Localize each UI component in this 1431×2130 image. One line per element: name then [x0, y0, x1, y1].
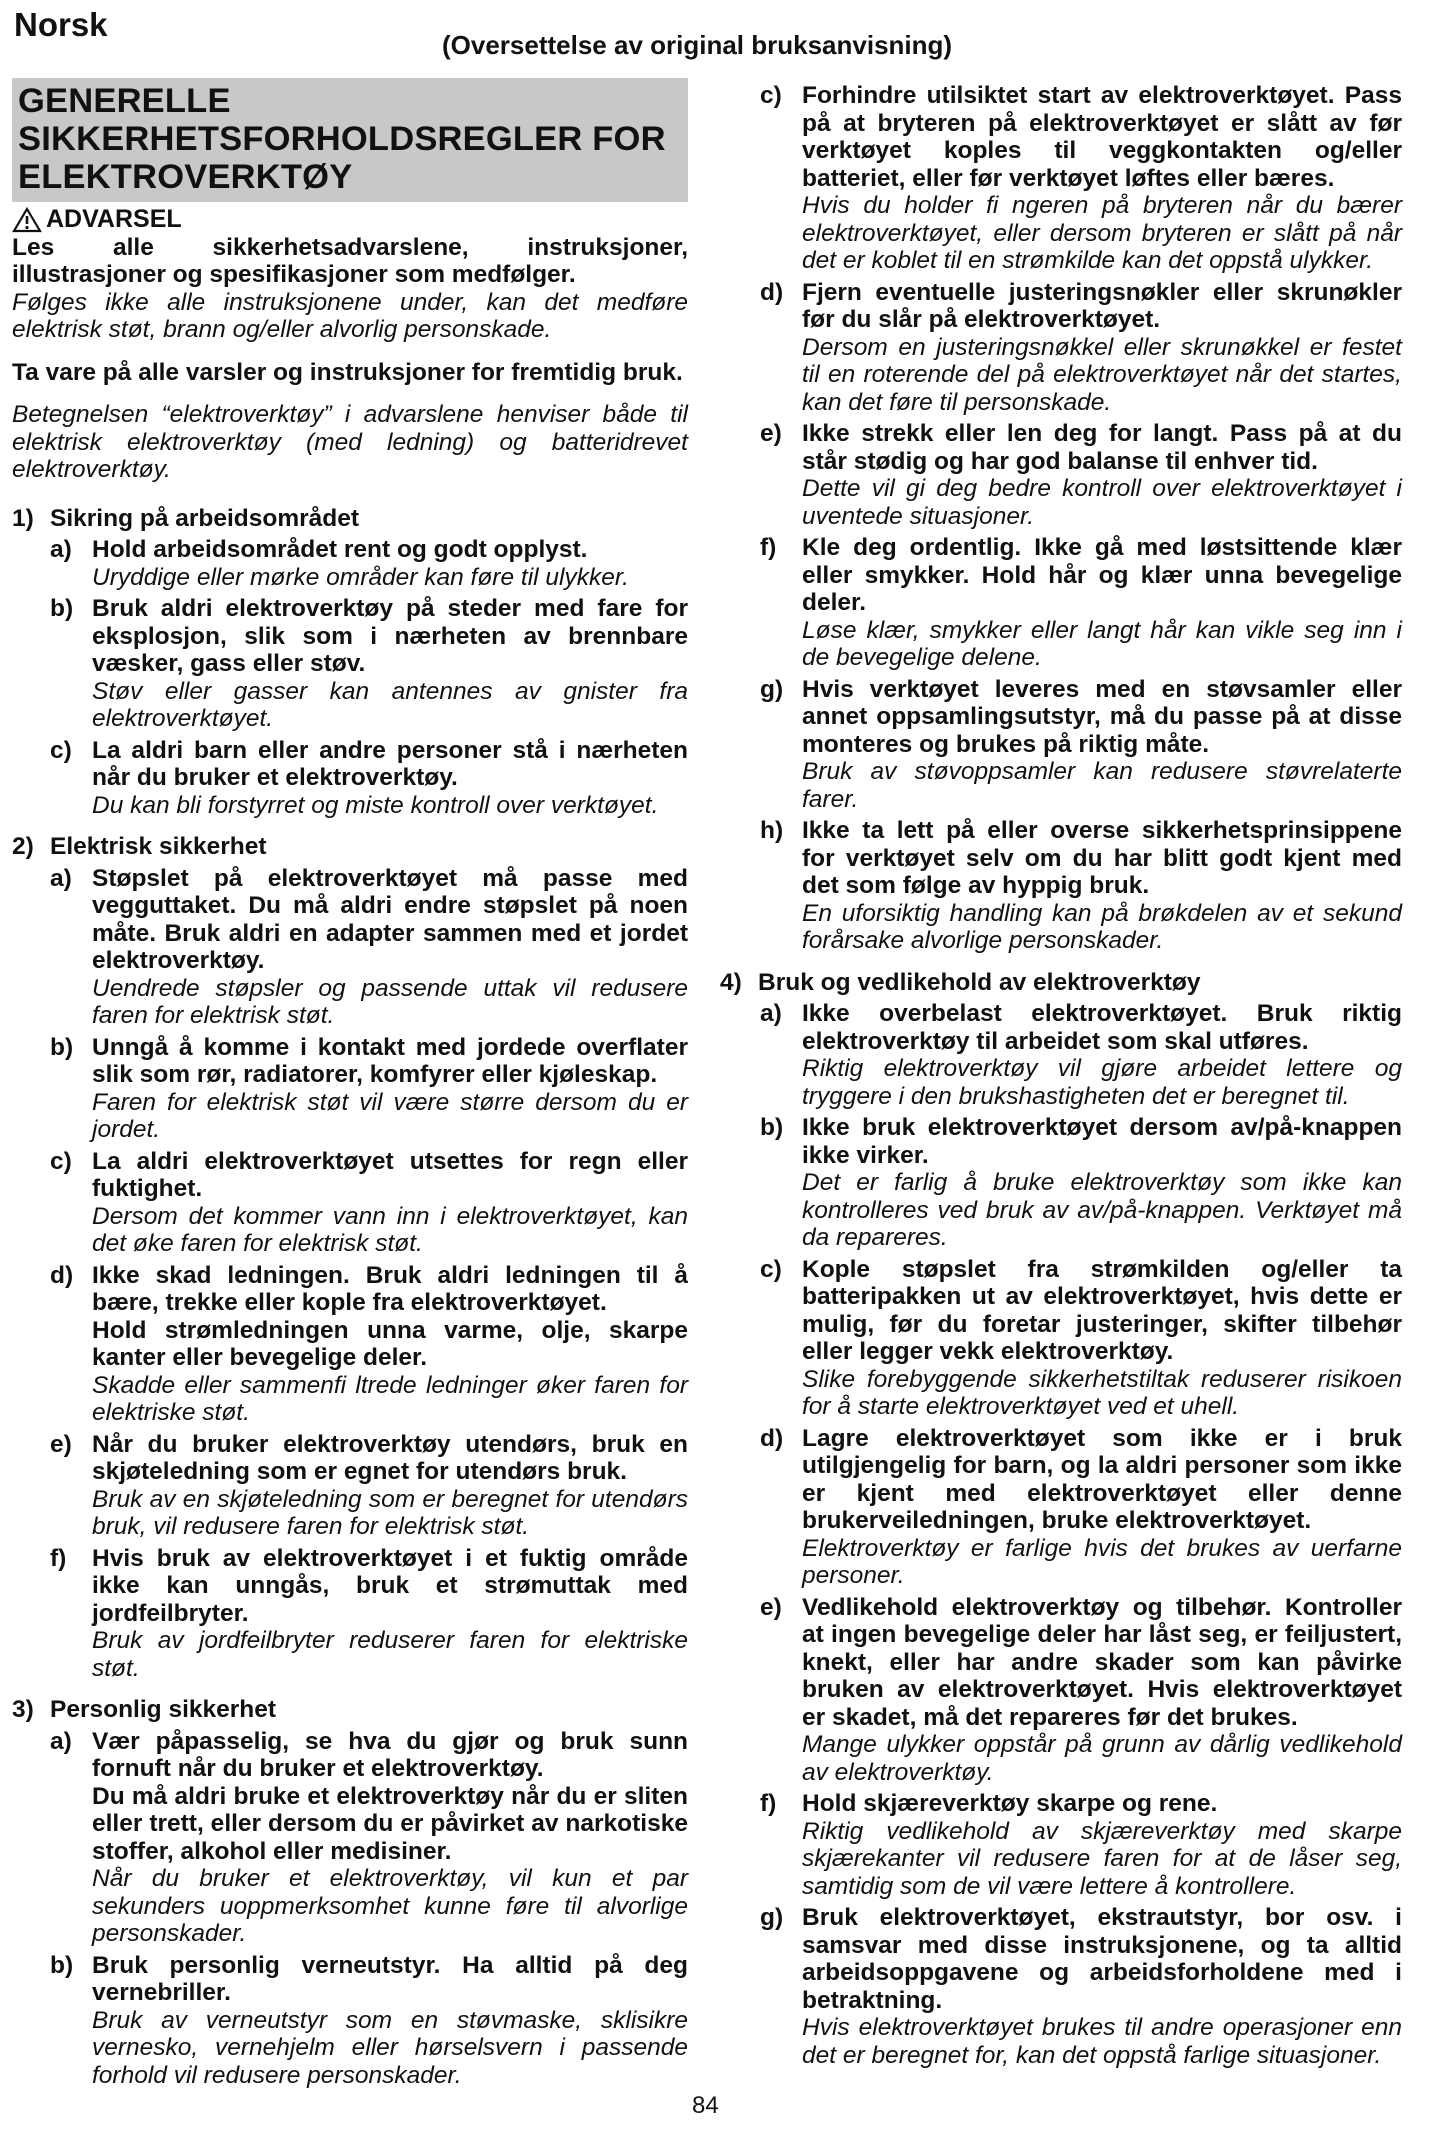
warning-intro: Les alle sikkerhetsadvarslene, instruksjoner, illustrasjoner og spesifikasjoner som medfølger. — [12, 233, 688, 288]
letter: b) — [50, 1033, 74, 1061]
letter: f) — [50, 1544, 67, 1572]
desc: Uryddige eller mørke områder kan føre til ulykker. — [92, 563, 629, 591]
number: 3) — [12, 1696, 34, 1723]
text: Bruk aldri elektroverktøy på steder med fare for eksplosjon, slik som i nærheten av brennbare væsker, gass eller støv. — [92, 595, 688, 677]
desc: Det er farlig å bruke elektroverktøy som ikke kan kontrolleres ved bruk av av/på-knappen. Verktøyet må da repareres. — [802, 1169, 1402, 1251]
letter: f) — [760, 534, 777, 561]
text: Vedlikehold elektroverktøy og tilbehør. Kontroller at ingen bevegelige deler har låst seg, er feiljustert, knekt, eller har andre skader som kan påvirke bruken av elektroverktøyet. Hvis elektroverktøyet er skadet, må det repareres før det brukes. — [802, 1593, 1402, 1731]
list-item — [760, 817, 1402, 900]
letter: a) — [50, 536, 72, 563]
text: Lagre elektroverktøyet som ikke er i bruk utilgjengelig for barn, og la aldri personer som ikke er kjent med elektroverktøyet eller denne brukerveiledningen, bruke elektroverktøyet. — [802, 1424, 1402, 1534]
text: Bruk personlig verneutstyr. Ha alltid på deg vernebriller. — [92, 1951, 688, 2006]
text: Hvis bruk av elektroverktøyet i et fuktig område ikke kan unngås, bruk et strømuttak med jordfeilbryter. — [92, 1544, 688, 1627]
desc: Når du bruker et elektroverktøy, vil kun et par sekunders uoppmerksomhet kunne føre til alvorlige personskader. — [92, 1865, 688, 1947]
desc: Bruk av jordfeilbryter reduserer faren for elektriske støt. — [92, 1627, 688, 1682]
text: Forhindre utilsiktet start av elektroverktøyet. Pass på at bryteren på elektroverktøyet er slått av før verktøyet koples til veggkontakten og/eller batteriet, eller før verktøyet løftes eller bæres. — [802, 82, 1402, 192]
text: Ikke ta lett på eller overse sikkerhetsprinsippene for verktøyet selv om du har blitt godt kjent med det som følge av hyppig bruk. — [802, 817, 1402, 899]
list-item — [760, 1114, 1402, 1169]
section-4-heading — [720, 969, 1402, 997]
list-item — [760, 1594, 1402, 1732]
title: Elektrisk sikkerhet — [50, 833, 267, 860]
list-item — [760, 1425, 1402, 1535]
text: Ikke skad ledningen. Bruk aldri ledningen til å bære, trekke eller kople fra elektroverktøyet. — [92, 1261, 688, 1316]
desc: Riktig vedlikehold av skjæreverktøy med skarpe skjærekanter vil redusere faren for at de låser seg, samtidig som de vil være lettere å kontrollere. — [802, 1817, 1402, 1900]
desc: En uforsiktig handling kan på brøkdelen av et sekund forårsake alvorlige personskader. — [802, 899, 1402, 954]
text: Vær påpasselig, se hva du gjør og bruk sunn fornuft når du bruker et elektroverktøy. — [92, 1727, 688, 1782]
desc: Dersom det kommer vann inn i elektroverktøyet, kan det øke faren for elektrisk støt. — [92, 1202, 688, 1257]
translation-subtitle: (Oversettelse av original bruksanvisning) — [442, 30, 953, 60]
desc: Uendrede støpsler og passende uttak vil redusere faren for elektrisk støt. — [92, 974, 688, 1029]
left-column — [12, 78, 688, 2089]
extra: Hold strømledningen unna varme, olje, skarpe kanter eller bevegelige deler. — [92, 1316, 688, 1371]
list-item — [50, 1034, 688, 1089]
desc: Dette vil gi deg bedre kontroll over elektroverktøyet i uventede situasjoner. — [802, 475, 1402, 530]
warning-label: ADVARSEL — [46, 205, 182, 233]
letter: d) — [760, 278, 784, 306]
letter: c) — [760, 1255, 782, 1283]
warning-triangle-icon — [12, 207, 42, 233]
section-1-items — [12, 536, 688, 819]
letter: e) — [760, 1593, 782, 1621]
section-3-items-left — [12, 1728, 688, 2090]
letter: c) — [50, 736, 72, 764]
text: La aldri barn eller andre personer stå i nærheten når du bruker et elektroverktøy. — [92, 736, 688, 791]
desc: Faren for elektrisk støt vil være større dersom du er jordet. — [92, 1088, 688, 1143]
letter: h) — [760, 817, 784, 844]
letter: f) — [760, 1790, 777, 1817]
desc: Mange ulykker oppstår på grunn av dårlig vedlikehold av elektroverktøy. — [802, 1731, 1402, 1786]
warning-consequence: Følges ikke alle instruksjonene under, kan det medføre elektrisk støt, brann og/eller alvorlig personskade. — [12, 288, 688, 343]
section-3-items-right — [720, 82, 1402, 955]
page-number: 84 — [692, 2092, 719, 2119]
list-item — [50, 1545, 688, 1628]
list-item — [50, 1431, 688, 1486]
list-item — [760, 534, 1402, 617]
right-column — [720, 78, 1402, 2069]
text: Støpslet på elektroverktøyet må passe med vegguttaket. Du må aldri endre støpslet på noen måte. Bruk aldri en adapter sammen med et jordet elektroverktøy. — [92, 864, 688, 974]
title: Bruk og vedlikehold av elektroverktøy — [758, 968, 1201, 996]
letter: e) — [760, 420, 782, 447]
language-label: Norsk — [14, 6, 108, 43]
desc: Hvis du holder fi ngeren på bryteren når du bærer elektroverktøyet, eller dersom bryteren er slått på når det er koblet til en strømkilde kan det oppstå ulykker. — [802, 192, 1402, 274]
text: Hold skjæreverktøy skarpe og rene. — [802, 1790, 1218, 1817]
letter: d) — [50, 1261, 74, 1289]
list-item — [50, 737, 688, 792]
list-item — [760, 82, 1402, 192]
letter: a) — [760, 1000, 782, 1027]
desc: Løse klær, smykker eller langt hår kan vikle seg inn i de bevegelige delene. — [802, 616, 1402, 671]
desc: Slike forebyggende sikkerhetstiltak reduserer risikoen for å starte elektroverktøyet ved et uhell. — [802, 1365, 1402, 1420]
letter: a) — [50, 864, 72, 892]
desc: Riktig elektroverktøy vil gjøre arbeidet lettere og tryggere i den brukshastigheten det er beregnet til. — [802, 1055, 1402, 1110]
main-heading: GENERELLE SIKKERHETSFORHOLDSREGLER FOR ELEKTROVERKTØY — [12, 78, 688, 202]
desc: Skadde eller sammenfi ltrede ledninger øker faren for elektriske støt. — [92, 1371, 688, 1426]
definition-text: Betegnelsen “elektroverktøy” i advarslene henviser både til elektrisk elektroverktøy (med ledning) og batteridrevet elektroverktøy. — [12, 401, 688, 483]
text: Unngå å komme i kontakt med jordede overflater slik som rør, radiatorer, komfyrer eller kjøleskap. — [92, 1033, 688, 1088]
desc: Bruk av verneutstyr som en støvmaske, sklisikre vernesko, vernehjelm eller hørselsvern i passende forhold vil redusere personskader. — [92, 2006, 688, 2089]
list-item — [760, 1790, 1402, 1818]
desc: Bruk av støvoppsamler kan redusere støvrelaterte farer. — [802, 758, 1402, 813]
text: Fjern eventuelle justeringsnøkler eller skrunøkler før du slår på elektroverktøyet. — [802, 278, 1402, 333]
letter: b) — [760, 1114, 784, 1141]
text: Ikke strekk eller len deg for langt. Pass på at du står stødig og har god balanse til enhver tid. — [802, 420, 1402, 475]
section-3-heading — [12, 1696, 688, 1724]
desc: Bruk av en skjøteledning som er beregnet for utendørs bruk, vil redusere faren for elektrisk støt. — [92, 1485, 688, 1540]
section-2-heading — [12, 833, 688, 861]
warning-header — [12, 206, 688, 234]
letter: a) — [50, 1727, 72, 1755]
list-item — [50, 536, 688, 564]
letter: c) — [50, 1147, 72, 1175]
desc: Støv eller gasser kan antennes av gnister fra elektroverktøyet. — [92, 677, 688, 732]
desc: Du kan bli forstyrret og miste kontroll over verktøyet. — [92, 791, 659, 819]
letter: b) — [50, 1951, 74, 1979]
list-item — [760, 1904, 1402, 2014]
section-1-heading — [12, 505, 688, 533]
letter: g) — [760, 1904, 784, 1931]
text: Ikke overbelast elektroverktøyet. Bruk riktig elektroverktøy til arbeidet som skal utføres. — [802, 1000, 1402, 1055]
list-item — [50, 1952, 688, 2007]
list-item — [760, 279, 1402, 334]
list-item — [760, 1256, 1402, 1366]
list-item — [50, 1728, 688, 1783]
list-item — [50, 865, 688, 975]
list-item — [50, 1262, 688, 1317]
text: Kople støpslet fra strømkilden og/eller ta batteripakken ut av elektroverktøyet, hvis dette er mulig, før du foretar justeringer, skifter tilbehør eller legger vekk elektroverktøy. — [802, 1255, 1402, 1365]
section-4-items — [720, 1000, 1402, 2069]
letter: b) — [50, 595, 74, 622]
keep-instructions: Ta vare på alle varsler og instruksjoner for fremtidig bruk. — [12, 358, 683, 386]
list-item — [50, 595, 688, 678]
number: 4) — [720, 968, 742, 996]
extra: Du må aldri bruke et elektroverktøy når du er sliten eller trett, eller dersom du er påvirket av narkotiske stoffer, alkohol eller medisiner. — [92, 1782, 688, 1865]
letter: e) — [50, 1430, 72, 1458]
letter: d) — [760, 1424, 784, 1452]
text: Hold arbeidsområdet rent og godt opplyst. — [92, 536, 588, 563]
text: Hvis verktøyet leveres med en støvsamler eller annet oppsamlingsutstyr, må du passe på at disse monteres og brukes på riktig måte. — [802, 675, 1402, 758]
list-item — [760, 676, 1402, 759]
title: Sikring på arbeidsområdet — [50, 504, 360, 532]
text: Ikke bruk elektroverktøyet dersom av/på-knappen ikke virker. — [802, 1114, 1402, 1169]
list-item — [760, 420, 1402, 475]
text: Bruk elektroverktøyet, ekstrautstyr, bor osv. i samsvar med disse instruksjonene, og ta alltid arbeidsoppgavene og arbeidsforholdene med i betraktning. — [802, 1904, 1402, 2014]
desc: Dersom en justeringsnøkkel eller skrunøkkel er festet til en roterende del på elektroverktøyet når det startes, kan det føre til personskade. — [802, 333, 1402, 416]
text: Kle deg ordentlig. Ikke gå med løstsittende klær eller smykker. Hold hår og klær unna bevegelige deler. — [802, 534, 1402, 616]
desc: Hvis elektroverktøyet brukes til andre operasjoner enn det er beregnet for, kan det oppstå farlige situasjoner. — [802, 2014, 1402, 2069]
number: 2) — [12, 833, 34, 860]
letter: c) — [760, 82, 782, 109]
section-2-items — [12, 865, 688, 1683]
list-item — [760, 1000, 1402, 1055]
title: Personlig sikkerhet — [50, 1696, 277, 1723]
text: Når du bruker elektroverktøy utendørs, bruk en skjøteledning som er egnet for utendørs bruk. — [92, 1430, 688, 1485]
letter: g) — [760, 675, 784, 703]
desc: Elektroverktøy er farlige hvis det brukes av uerfarne personer. — [802, 1534, 1402, 1589]
number: 1) — [12, 504, 34, 532]
text: La aldri elektroverktøyet utsettes for regn eller fuktighet. — [92, 1147, 688, 1202]
list-item — [50, 1148, 688, 1203]
